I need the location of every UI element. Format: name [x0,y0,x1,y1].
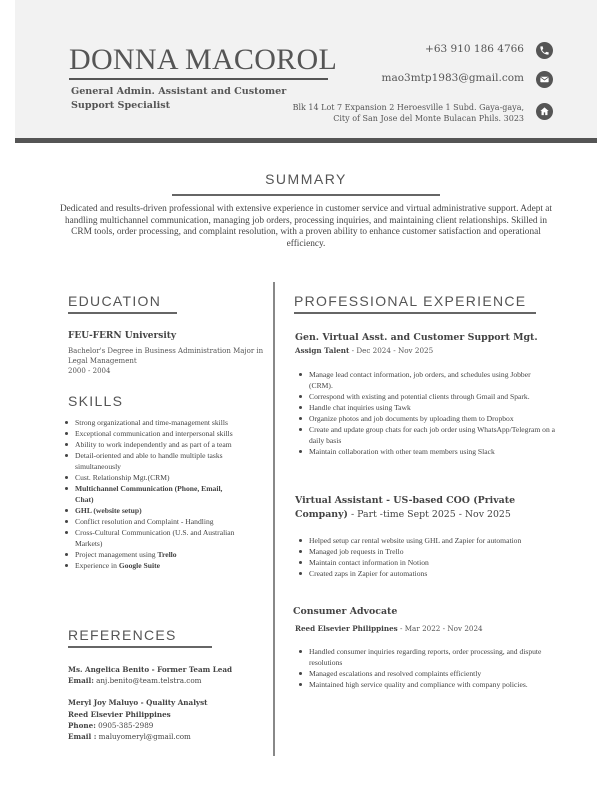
reference-1-email [68,675,201,686]
skills-list [64,417,240,571]
name-underline [69,78,328,80]
contact-phone: +63 910 186 4766 [425,43,524,55]
column-divider [273,282,275,756]
skill-text: Project management using [75,550,158,559]
skills-title: SKILLS [68,393,124,409]
list-item: Managed escalations and resolved complaints efficiently [298,668,556,679]
skill-text: Experience in [75,561,119,570]
list-item: Create and update group chats for each job order using WhatsApp/Telegram on a daily basis [298,424,556,446]
references-title: REFERENCES [68,627,177,643]
job-3-title: Consumer Advocate [293,606,398,617]
reference-1-name: Ms. Angelica Benito - Former Team Lead [68,665,233,674]
job-2-title: Virtual Assistant - US-based COO (Private Company) [295,495,516,520]
job-1-title: Gen. Virtual Asst. and Customer Support Mgt. [295,332,538,343]
experience-underline [294,312,536,314]
email-label: Email : [68,732,97,741]
job-1-meta [295,346,433,355]
skill-tool-name: Google Suite [118,561,160,570]
address-line-1: Blk 14 Lot 7 Expansion 2 Heroesville 1 Subd. Gaya-gaya, [292,103,524,112]
list-item: Maintained high service quality and compliance with company policies. [298,679,556,690]
job-1-bullets [298,369,556,457]
summary-text: Dedicated and results-driven professional with extensive experience in customer service and virtual administrative support. Adept at handling multichannel communication, managing job orders, processing inquiries, and maintaining client relationships. Skilled in CRM tools, order processing, and complaint resolution, with a proven ability to enhance customer satisfaction and operational efficiency. [59,204,553,250]
email-icon [536,71,553,88]
education-title: EDUCATION [68,293,162,309]
email-value[interactable]: maluyomeryl@gmail.com [96,732,191,741]
job-2-dates: - Part -time Sept 2025 - Nov 2025 [347,508,511,520]
address-line-2: City of San Jose del Monte Bulacan Phils. 3023 [333,114,524,123]
phone-icon [536,42,553,59]
reference-2-company: Reed Elsevier Philippines [68,710,171,719]
phone-value: 0905-385-2989 [95,721,154,730]
email-value[interactable]: anj.benito@team.telstra.com [93,676,202,685]
job-3-meta [295,624,483,633]
reference-2-email [68,731,191,742]
job-3-bullets [298,646,556,690]
list-item: Handle chat inquiries using Tawk [298,402,556,413]
list-item: Created zaps in Zapier for automations [298,568,556,579]
job-dates: - Mar 2022 - Nov 2024 [397,624,483,633]
header-divider-bar [15,138,597,143]
list-item: Cust. Relationship Mgt.(CRM) [64,472,240,483]
reference-2-phone [68,720,153,731]
list-item: Exceptional communication and interpersonal skills [64,428,240,439]
list-item: Strong organizational and time-management skills [64,417,240,428]
education-school: FEU-FERN University [68,331,177,341]
skill-tool-name: Trello [157,550,177,559]
experience-title: PROFESSIONAL EXPERIENCE [294,293,527,309]
education-underline [68,312,177,314]
job-company: Assign Talent [295,346,350,355]
list-item: Helped setup car rental website using GHL and Zapier for automation [298,535,556,546]
candidate-name: DONNA MACOROL [69,43,338,76]
contact-address [293,102,524,124]
list-item: GHL (website setup) [64,505,240,516]
list-item: Manage lead contact information, job orders, and schedules using Jobber (CRM). [298,369,556,391]
list-item [64,549,240,560]
education-years: 2000 - 2004 [68,367,111,375]
education-degree: Bachelor's Degree in Business Administration Major in Legal Management [68,347,264,365]
job-2-heading [295,494,545,521]
list-item: Maintain collaboration with other team members using Slack [298,446,556,457]
contact-email[interactable]: mao3mtp1983@gmail.com [381,72,524,84]
reference-2-name: Meryl Joy Maluyo - Quality Analyst [68,698,208,707]
references-underline [68,646,212,648]
summary-title: SUMMARY [265,171,347,187]
list-item: Ability to work independently and as part of a team [64,439,240,450]
list-item: Cross-Cultural Communication (U.S. and Australian Markets) [64,527,240,549]
job-2-bullets [298,535,556,579]
summary-underline [172,194,440,196]
job-dates: - Dec 2024 - Nov 2025 [349,346,434,355]
candidate-role: General Admin. Assistant and Customer Support Specialist [71,86,287,111]
list-item: Detail-oriented and able to handle multiple tasks simultaneously [64,450,240,472]
list-item: Managed job requests in Trello [298,546,556,557]
phone-label: Phone: [68,721,96,730]
list-item: Handled consumer inquiries regarding reports, order processing, and dispute resolutions [298,646,556,668]
list-item: Organize photos and job documents by uploading them to Dropbox [298,413,556,424]
list-item [64,560,240,571]
list-item: Correspond with existing and potential clients through Gmail and Spark. [298,391,556,402]
email-label: Email: [68,676,94,685]
home-icon [536,103,553,120]
list-item: Conflict resolution and Complaint - Handling [64,516,240,527]
list-item: Maintain contact information in Notion [298,557,556,568]
list-item: Multichannel Communication (Phone, Email, Chat) [64,483,240,505]
job-company: Reed Elsevier Philippines [295,624,398,633]
